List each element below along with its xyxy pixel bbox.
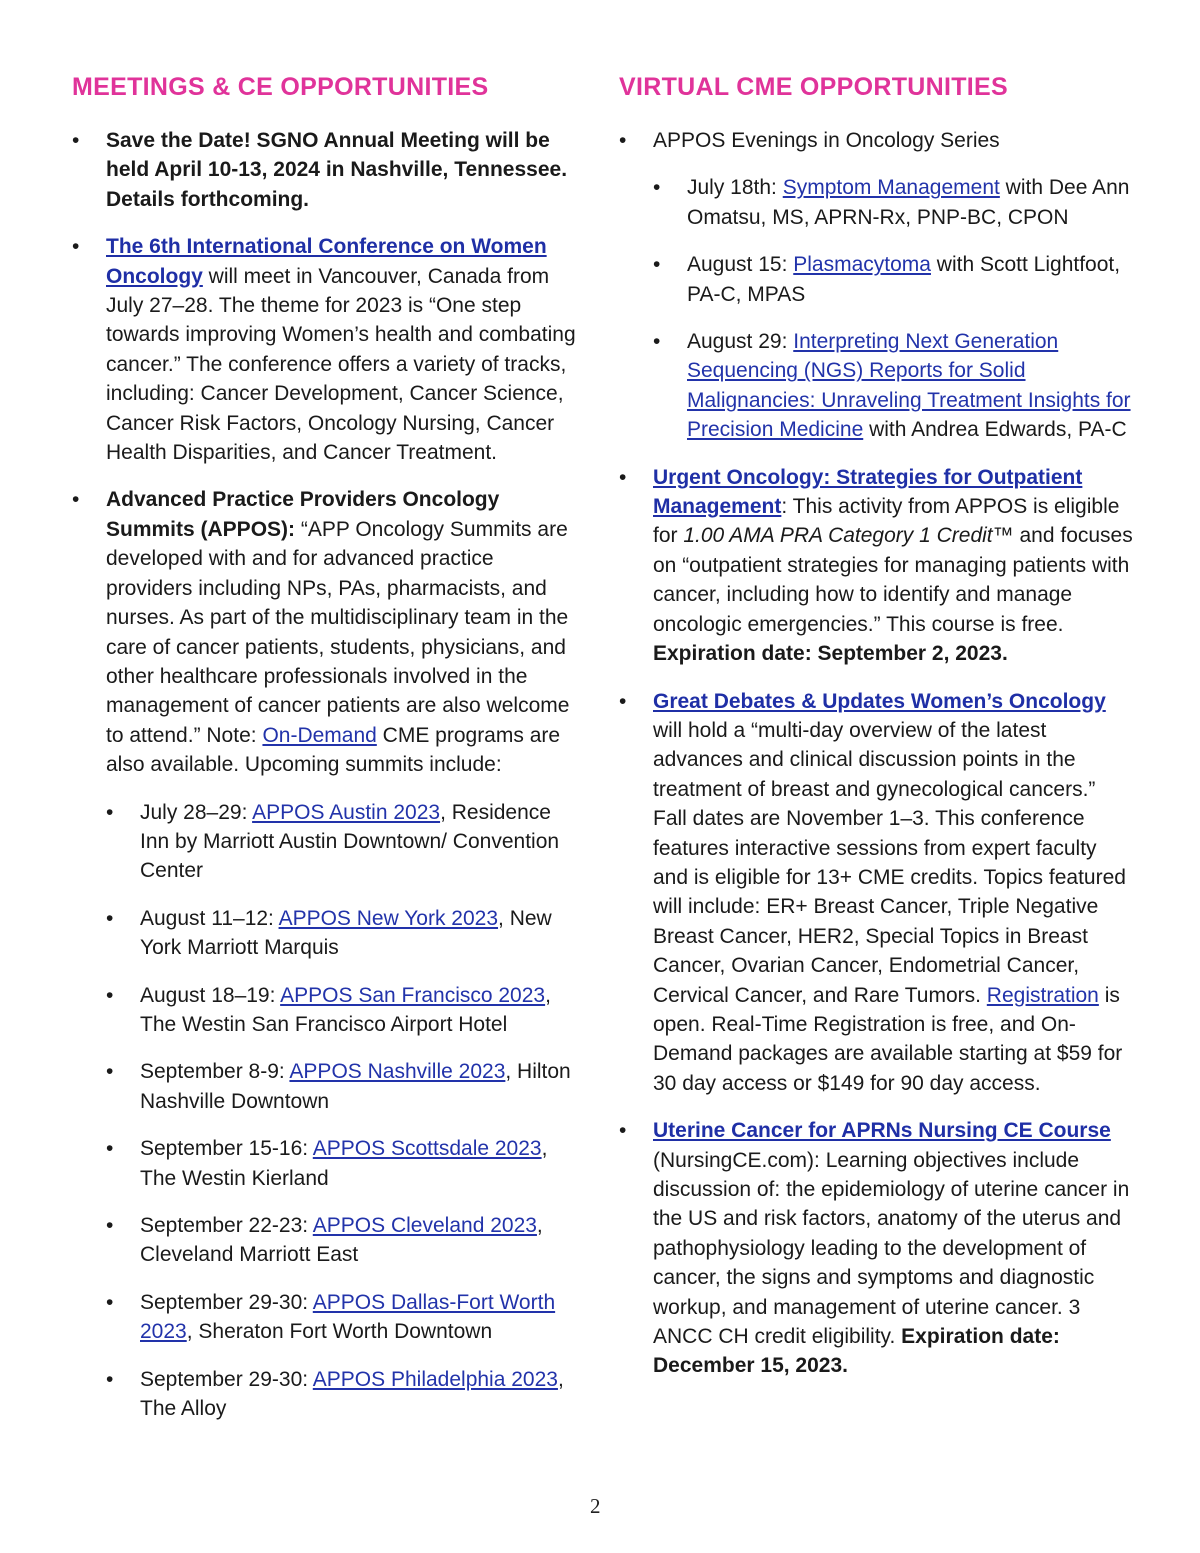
summit-venue: , The Westin San Francisco Airport Hotel	[140, 983, 551, 1036]
summit-link[interactable]: APPOS New York 2023	[278, 906, 499, 930]
summit-date: September 29-30:	[140, 1290, 313, 1314]
summit-date: August 18–19:	[140, 983, 281, 1007]
list-item	[106, 981, 584, 1040]
sgno-save-date: Save the Date! SGNO Annual Meeting will be held April 10-13, 2024 in Nashville, Tennessee. Details forthcoming.	[106, 129, 568, 211]
session-link[interactable]: Interpreting Next Generation Sequencing (NGS) Reports for Solid Malignancies: Unraveling Treatment Insights for Precision Medicine	[687, 330, 1131, 442]
summit-link[interactable]: APPOS Philadelphia 2023	[312, 1367, 558, 1391]
list-item	[106, 798, 584, 886]
great-debates-link[interactable]: Great Debates & Updates Women’s Oncology	[653, 689, 1106, 713]
summits-list	[106, 798, 584, 1424]
appos-description-end: CME programs are also available. Upcoming summits include:	[106, 723, 561, 777]
evenings-series-title: APPOS Evenings in Oncology Series	[653, 129, 1000, 152]
summit-date: September 29-30:	[140, 1367, 313, 1391]
summit-venue: , Cleveland Marriott East	[140, 1214, 543, 1267]
uterine-cancer-course-link[interactable]: Uterine Cancer for APRNs Nursing CE Course	[653, 1119, 1111, 1143]
summit-venue: , The Alloy	[140, 1367, 564, 1421]
urgent-oncology-expiry: Expiration date: September 2, 2023.	[653, 642, 1008, 666]
urgent-oncology-text-end: and focuses on “outpatient strategies for managing patients with cancer, including how to identify and manage oncologic emergencies.” This course is free.	[653, 524, 1133, 636]
session-link[interactable]: Plasmacytoma	[793, 253, 931, 277]
meetings-list	[72, 126, 584, 1423]
list-item	[106, 1134, 584, 1193]
summit-date: July 28–29:	[140, 800, 253, 824]
list-item	[653, 250, 1134, 309]
list-item-evenings-series	[619, 126, 1134, 445]
right-column	[619, 68, 1134, 1399]
list-item-sgno	[72, 126, 584, 214]
page-number: 2	[590, 1494, 601, 1518]
summit-link[interactable]: APPOS Austin 2023	[252, 800, 441, 824]
summit-link[interactable]: APPOS Dallas-Fort Worth 2023	[140, 1290, 556, 1344]
registration-link[interactable]: Registration	[986, 983, 1099, 1007]
virtual-cme-heading: VIRTUAL CME OPPORTUNITIES	[619, 73, 1009, 101]
meetings-heading: MEETINGS & CE OPPORTUNITIES	[72, 73, 489, 101]
urgent-oncology-credit: 1.00 AMA PRA Category 1 Credit™	[683, 524, 1014, 548]
list-item-appos	[72, 485, 584, 1423]
session-speaker: with Andrea Edwards, PA-C	[863, 418, 1127, 442]
summit-venue: , Hilton Nashville Downtown	[140, 1060, 571, 1113]
women-oncology-conference-text: will meet in Vancouver, Canada from July 27–28. The theme for 2023 is “One step towards improving Women’s health and combating cancer.” The conference offers a variety of tracks, including: Cancer Development, Cancer Science, Cancer Risk Factors, Oncology Nursing, Cancer Health Disparities, and Cancer Treatment.	[106, 264, 576, 465]
list-item	[653, 327, 1134, 445]
summit-link[interactable]: APPOS Cleveland 2023	[312, 1214, 537, 1237]
urgent-oncology-link[interactable]: Urgent Oncology: Strategies for Outpatient Management	[653, 465, 1083, 519]
session-date: July 18th:	[687, 176, 783, 200]
summit-venue: , New York Marriott Marquis	[140, 906, 552, 960]
summit-link[interactable]: APPOS Nashville 2023	[289, 1060, 506, 1084]
session-link[interactable]: Symptom Management	[782, 176, 1000, 200]
session-date: August 15:	[687, 253, 794, 277]
summit-date: September 8-9:	[140, 1060, 290, 1084]
summit-link[interactable]: APPOS Scottsdale 2023	[312, 1137, 542, 1161]
session-date: August 29:	[687, 330, 794, 354]
summit-link[interactable]: APPOS San Francisco 2023	[280, 983, 546, 1007]
list-item	[106, 1365, 584, 1424]
uterine-cancer-course-expiry: Expiration date: December 15, 2023.	[653, 1325, 1060, 1378]
list-item	[653, 173, 1134, 232]
appos-description: “APP Oncology Summits are developed with and for advanced practice providers including NPs, PAs, pharmacists, and nurses. As part of the multidisciplinary team in the care of cancer patients, students, physicians, and other healthcare professionals involved in the management of cancer patients are also welcome to attend.” Note:	[106, 517, 570, 747]
list-item-urgent-oncology	[619, 463, 1134, 669]
on-demand-link[interactable]: On-Demand	[262, 723, 377, 747]
left-column	[72, 68, 584, 1441]
summit-venue: , Residence Inn by Marriott Austin Downtown/ Convention Center	[140, 800, 560, 883]
summit-date: September 15-16:	[140, 1137, 313, 1161]
list-item	[106, 1211, 584, 1270]
list-item-great-debates	[619, 687, 1134, 1099]
sessions-list	[653, 173, 1134, 444]
list-item-uterine-cancer-course	[619, 1116, 1134, 1381]
great-debates-text-end: is open. Real-Time Registration is free, and On-Demand packages are available starting at $59 for 30 day access or $149 for 90 day access.	[653, 983, 1123, 1095]
appos-title: Advanced Practice Providers Oncology Summits (APPOS):	[106, 488, 500, 541]
session-speaker: with Scott Lightfoot, PA-C, MPAS	[687, 253, 1121, 306]
virtual-cme-list	[619, 126, 1134, 1381]
women-oncology-conference-link[interactable]: The 6th International Conference on Women Oncology	[106, 235, 547, 288]
list-item	[106, 1288, 584, 1347]
summit-venue: , The Westin Kierland	[140, 1137, 548, 1190]
list-item	[106, 904, 584, 963]
uterine-cancer-course-text: (NursingCE.com): Learning objectives include discussion of: the epidemiology of uterine cancer in the US and risk factors, anatomy of the uterus and pathophysiology leading to the development of cancer, the signs and symptoms and diagnostic workup, and management of uterine cancer. 3 ANCC CH credit eligibility.	[653, 1148, 1130, 1349]
summit-venue: , Sheraton Fort Worth Downtown	[186, 1320, 493, 1344]
summit-date: September 22-23:	[140, 1214, 313, 1237]
urgent-oncology-text: : This activity from APPOS is eligible for	[653, 495, 1120, 548]
great-debates-text: will hold a “multi-day overview of the latest advances and clinical discussion points in the treatment of breast and gynecological cancers.” Fall dates are November 1–3. This conference features interactive sessions from expert faculty and is eligible for 13+ CME credits. Topics featured will include: ER+ Breast Cancer, Triple Negative Breast Cancer, HER2, Special Topics in Breast Cancer, Ovarian Cancer, Endometrial Cancer, Cervical Cancer, and Rare Tumors.	[653, 718, 1126, 1007]
session-speaker: with Dee Ann Omatsu, MS, APRN-Rx, PNP-BC, CPON	[687, 176, 1130, 229]
summit-date: August 11–12:	[140, 906, 279, 930]
list-item	[106, 1057, 584, 1116]
list-item-women-oncology-conference	[72, 232, 584, 467]
